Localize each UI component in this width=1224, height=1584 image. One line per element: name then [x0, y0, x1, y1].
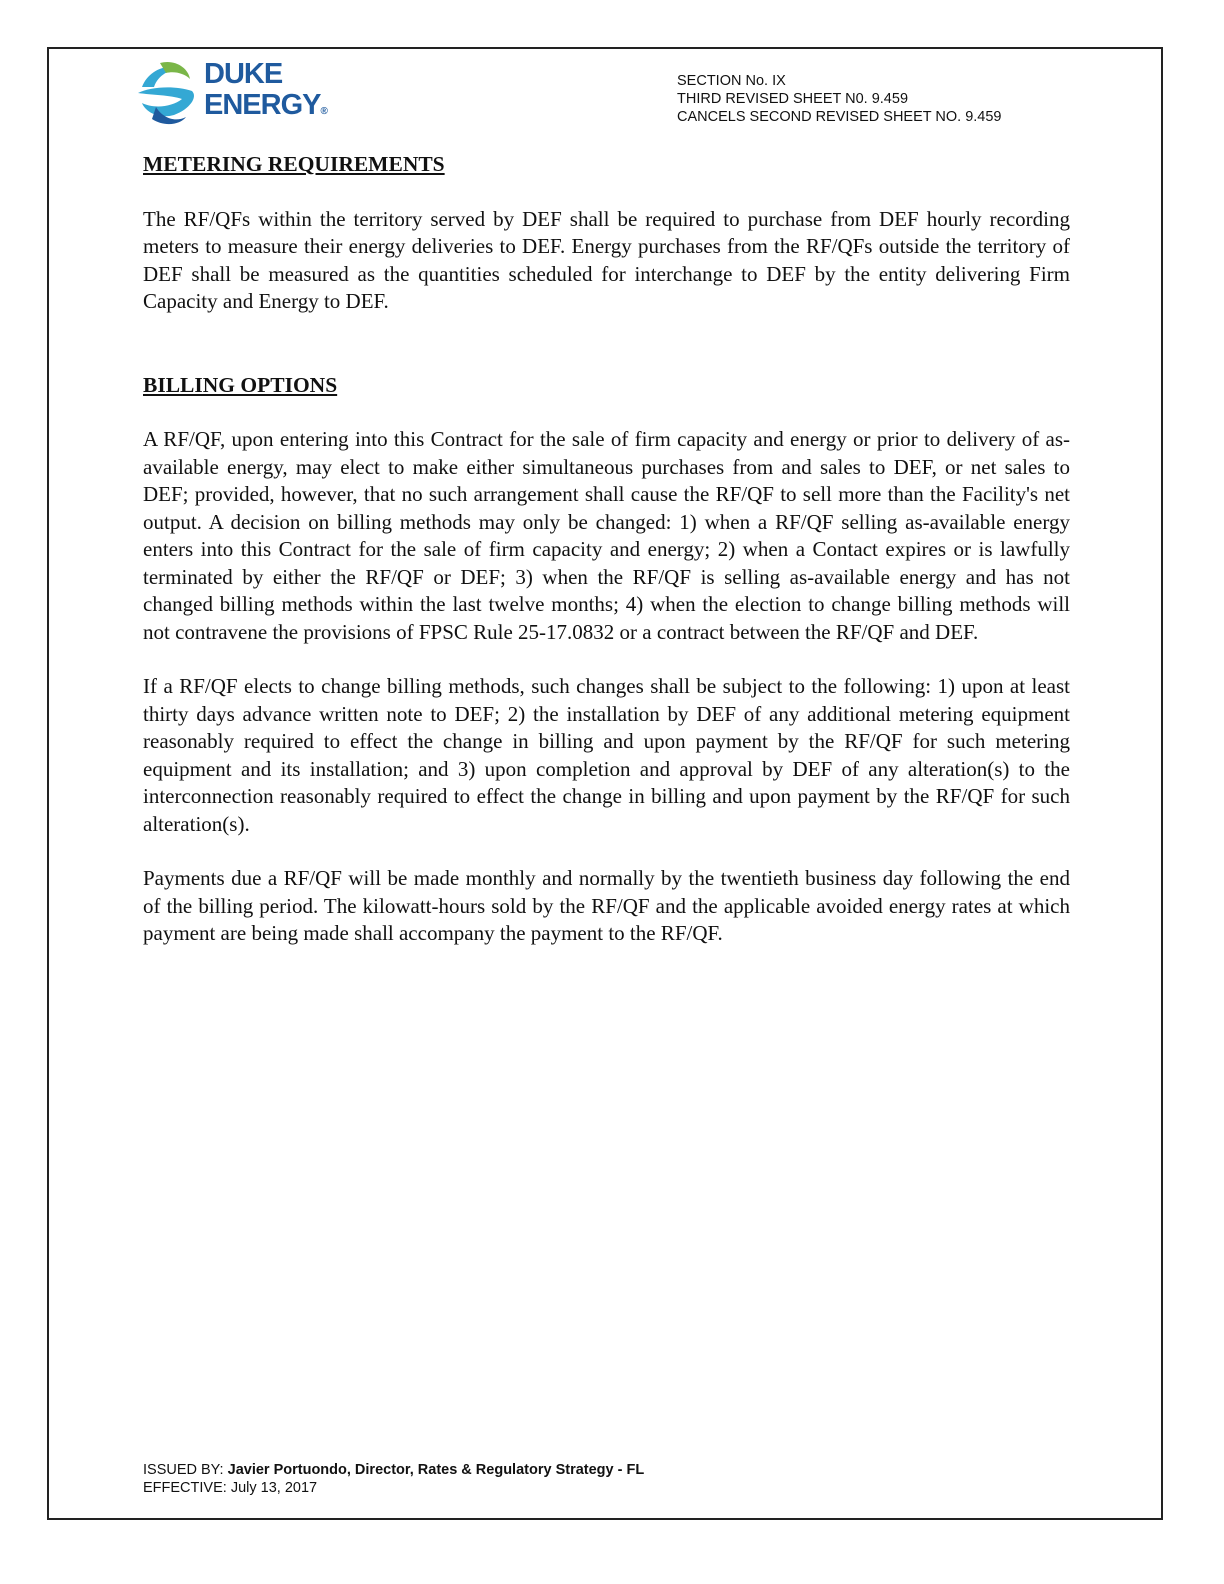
sheet-info — [677, 72, 1001, 126]
effective-label: EFFECTIVE: — [143, 1480, 231, 1496]
effective-value: July 13, 2017 — [230, 1480, 318, 1496]
issued-by-label: ISSUED BY: — [143, 1462, 228, 1478]
section-number: SECTION No. IX — [677, 73, 786, 89]
logo-wordmark — [204, 59, 328, 127]
issued-by-value: Javier Portuondo, Director, Rates & Regulatory Strategy - FL — [227, 1462, 645, 1478]
billing-paragraph-2: If a RF/QF elects to change billing methods, such changes shall be subject to the following: 1) upon at least thirty days advance written note to DEF; 2) the installation by DEF of any additional metering equipment reasonably required to effect the change in billing and upon payment by the RF/QF for such metering equipment and its installation; and 3) upon completion and approval by DEF of any alteration(s) to the interconnection reasonably required to effect the change in billing and upon payment by the RF/QF for such alteration(s). — [143, 674, 1070, 836]
billing-paragraph-3: Payments due a RF/QF will be made monthly and normally by the twentieth business day following the end of the billing period. The kilowatt-hours sold by the RF/QF and the applicable avoided energy rates at which payment are being made shall accompany the payment to the RF/QF. — [143, 866, 1070, 945]
logo-energy-text: ENERGY — [204, 89, 321, 121]
billing-heading: BILLING OPTIONS — [143, 372, 338, 397]
logo-line-duke: DUKE — [204, 58, 283, 90]
logo-line-energy — [204, 90, 328, 127]
logo-registered-mark: ® — [320, 106, 328, 117]
duke-energy-emblem-icon — [134, 57, 204, 129]
issued-by-line — [143, 1461, 644, 1479]
footer — [143, 1461, 644, 1497]
document-body — [143, 151, 1070, 948]
billing-paragraph-1: A RF/QF, upon entering into this Contract for the sale of firm capacity and energy or prior to delivery of as-available energy, may elect to make either simultaneous purchases from and sales to DEF, or net sales to DEF; provided, however, that no such arrangement shall cause the RF/QF to sell more than the Facility's net output. A decision on billing methods may only be changed: 1) when a RF/QF selling as-available energy enters into this Contract for the sale of firm capacity and energy; 2) when a Contact expires or is lawfully terminated by either the RF/QF or DEF; 3) when the RF/QF is selling as-available energy and has not changed billing methods within the last twelve months; 4) when the election to change billing methods will not contravene the provisions of FPSC Rule 25-17.0832 or a contract between the RF/QF and DEF. — [143, 427, 1070, 644]
duke-energy-logo — [134, 57, 344, 129]
metering-paragraph: The RF/QFs within the territory served by DEF shall be required to purchase from DEF hourly recording meters to measure their energy deliveries to DEF. Energy purchases from the RF/QFs outside the territory of DEF shall be measured as the quantities scheduled for interchange to DEF by the entity delivering Firm Capacity and Energy to DEF. — [143, 206, 1070, 313]
effective-line — [143, 1479, 644, 1497]
sheet-revision: THIRD REVISED SHEET N0. 9.459 — [677, 91, 909, 107]
sheet-cancels: CANCELS SECOND REVISED SHEET NO. 9.459 — [677, 109, 1002, 125]
metering-heading: METERING REQUIREMENTS — [143, 152, 445, 176]
